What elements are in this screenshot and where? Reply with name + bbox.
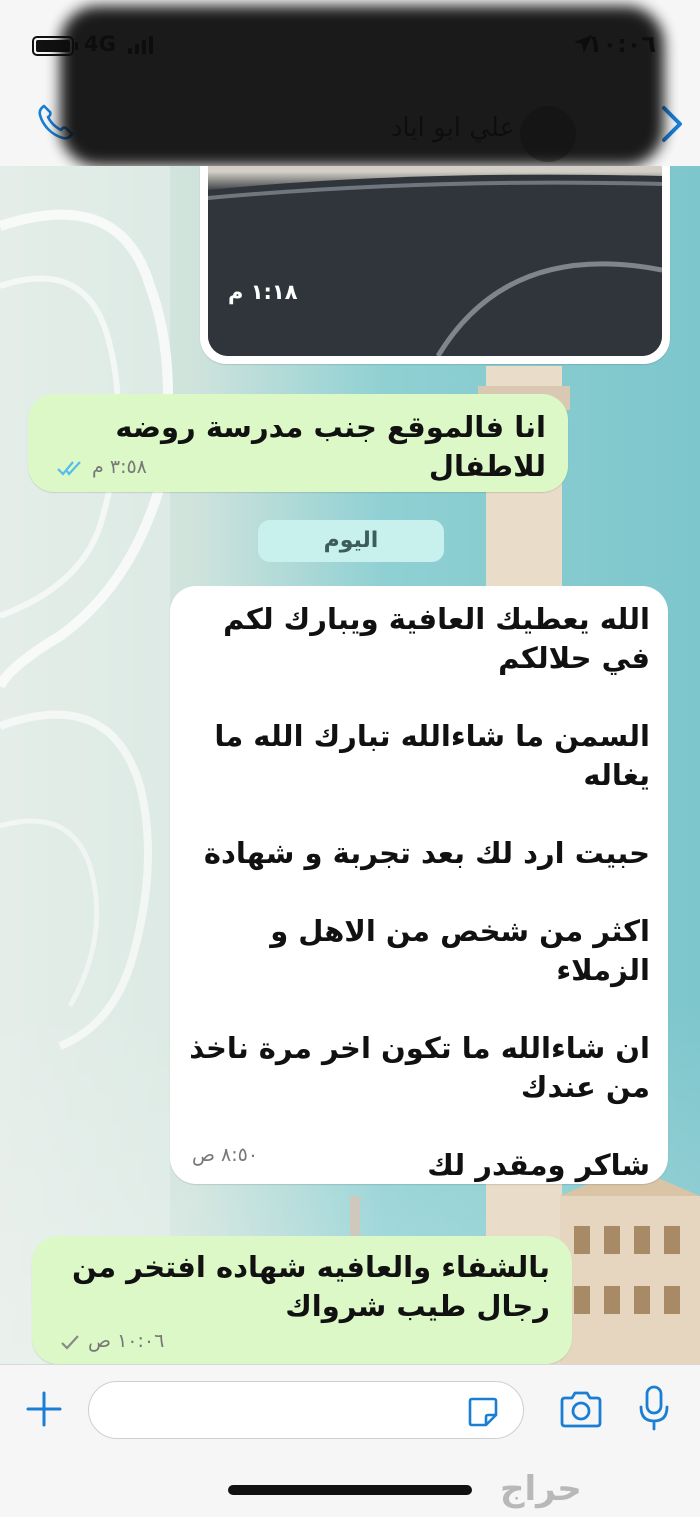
redaction-overlay — [60, 6, 664, 166]
message-time: ٨:٥٠ ص — [192, 1144, 259, 1166]
message-bubble[interactable] — [170, 586, 668, 1184]
date-separator: اليوم — [258, 520, 444, 562]
wallpaper-building — [560, 1166, 700, 1364]
message-time: ١:١٨ م — [228, 280, 298, 304]
message-input[interactable] — [88, 1381, 524, 1439]
photo-content — [208, 166, 662, 356]
message-time: ٣:٥٨ م — [92, 456, 147, 478]
message-meta — [50, 456, 147, 478]
message-bubble[interactable] — [28, 394, 568, 492]
home-indicator[interactable] — [228, 1485, 472, 1495]
message-text: بالشفاء والعافيه شهاده افتخر من رجال طيب شرواك — [61, 1250, 550, 1323]
read-ticks-icon — [56, 460, 86, 476]
message-time: ١٠:٠٦ ص — [88, 1330, 165, 1352]
message-meta — [54, 1330, 164, 1352]
message-photo[interactable] — [208, 166, 662, 356]
mic-icon[interactable] — [634, 1383, 674, 1435]
message-bubble[interactable] — [32, 1236, 572, 1364]
watermark: حراج — [500, 1469, 582, 1509]
sent-tick-icon — [60, 1334, 82, 1350]
camera-icon[interactable] — [558, 1389, 604, 1431]
image-message[interactable] — [200, 166, 670, 364]
sticker-icon[interactable] — [466, 1395, 500, 1429]
message-text: الله يعطيك العافية ويبارك لكم في حلالكم السمن ما شاءالله تبارك الله ما يغاله حبيت ارد لك بعد تجربة و شهادة اكثر من شخص من الاهل و الزملاء ان شاءالله ما تكون اخر مرة ناخذ من عندك شاكر ومقدر لك — [189, 602, 650, 1182]
chat-area[interactable] — [0, 166, 700, 1364]
message-text: انا فالموقع جنب مدرسة روضه للاطفال — [105, 410, 546, 483]
plus-icon[interactable] — [22, 1387, 66, 1431]
input-bar — [0, 1364, 700, 1517]
